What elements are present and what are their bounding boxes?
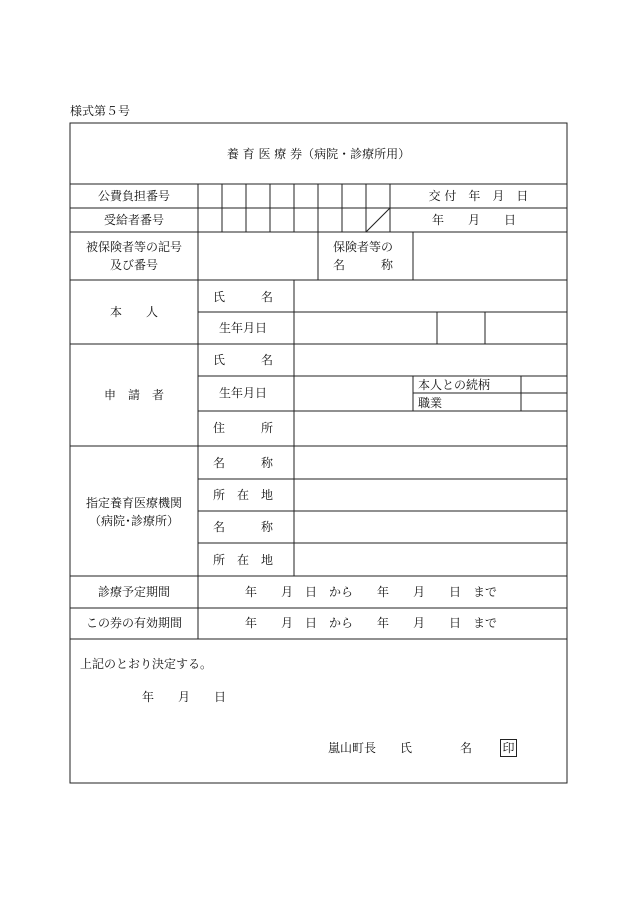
applicant-birth-date-label: 生年月日 (219, 386, 268, 400)
insurer-label-2: 名 称 (333, 258, 394, 272)
institution-name-label-1: 名 称 (213, 456, 274, 470)
treatment-period-range: 年 月 日 から 年 月 日 まで (245, 585, 498, 599)
decision-text: 上記のとおり決定する。 (80, 657, 213, 671)
valid-period-label: この券の有効期間 (85, 616, 182, 630)
applicant-label: 申 請 者 (103, 388, 164, 402)
issue-date-label: 交 付 年 月 日 (428, 189, 529, 203)
person-birth-date-label: 生年月日 (219, 321, 268, 335)
occupation-label: 職業 (418, 396, 443, 410)
institution-label-2: （病院･診療所） (88, 514, 179, 528)
decision-date: 年 月 日 (142, 690, 227, 704)
insured-number-label-2: 及び番号 (109, 258, 158, 272)
mayor-signature-line: 嵐山町長 氏 名 (328, 741, 473, 755)
valid-period-range: 年 月 日 から 年 月 日 まで (245, 616, 498, 630)
institution-location-label-2: 所 在 地 (213, 553, 274, 567)
person-name-label: 氏 名 (213, 290, 274, 304)
insured-number-label-1: 被保険者等の記号 (85, 240, 182, 254)
relationship-label: 本人との続柄 (418, 378, 491, 392)
form-number: 様式第５号 (70, 104, 131, 118)
applicant-name-label: 氏 名 (213, 353, 274, 367)
seal-mark: 印 (500, 739, 517, 757)
applicant-address-label: 住 所 (213, 421, 274, 435)
institution-label-1: 指定養育医療機関 (85, 496, 182, 510)
issue-date-value: 年 月 日 (432, 213, 517, 227)
treatment-period-label: 診療予定期間 (97, 585, 170, 599)
recipient-number-label: 受給者番号 (103, 213, 164, 227)
institution-location-label-1: 所 在 地 (213, 488, 274, 502)
institution-name-label-2: 名 称 (213, 520, 274, 534)
person-label: 本 人 (109, 305, 158, 319)
form-title: 養 育 医 療 券（病院・診療所用） (226, 147, 411, 161)
public-burden-number-label: 公費負担番号 (97, 189, 170, 203)
insurer-label-1: 保険者等の (333, 240, 394, 254)
